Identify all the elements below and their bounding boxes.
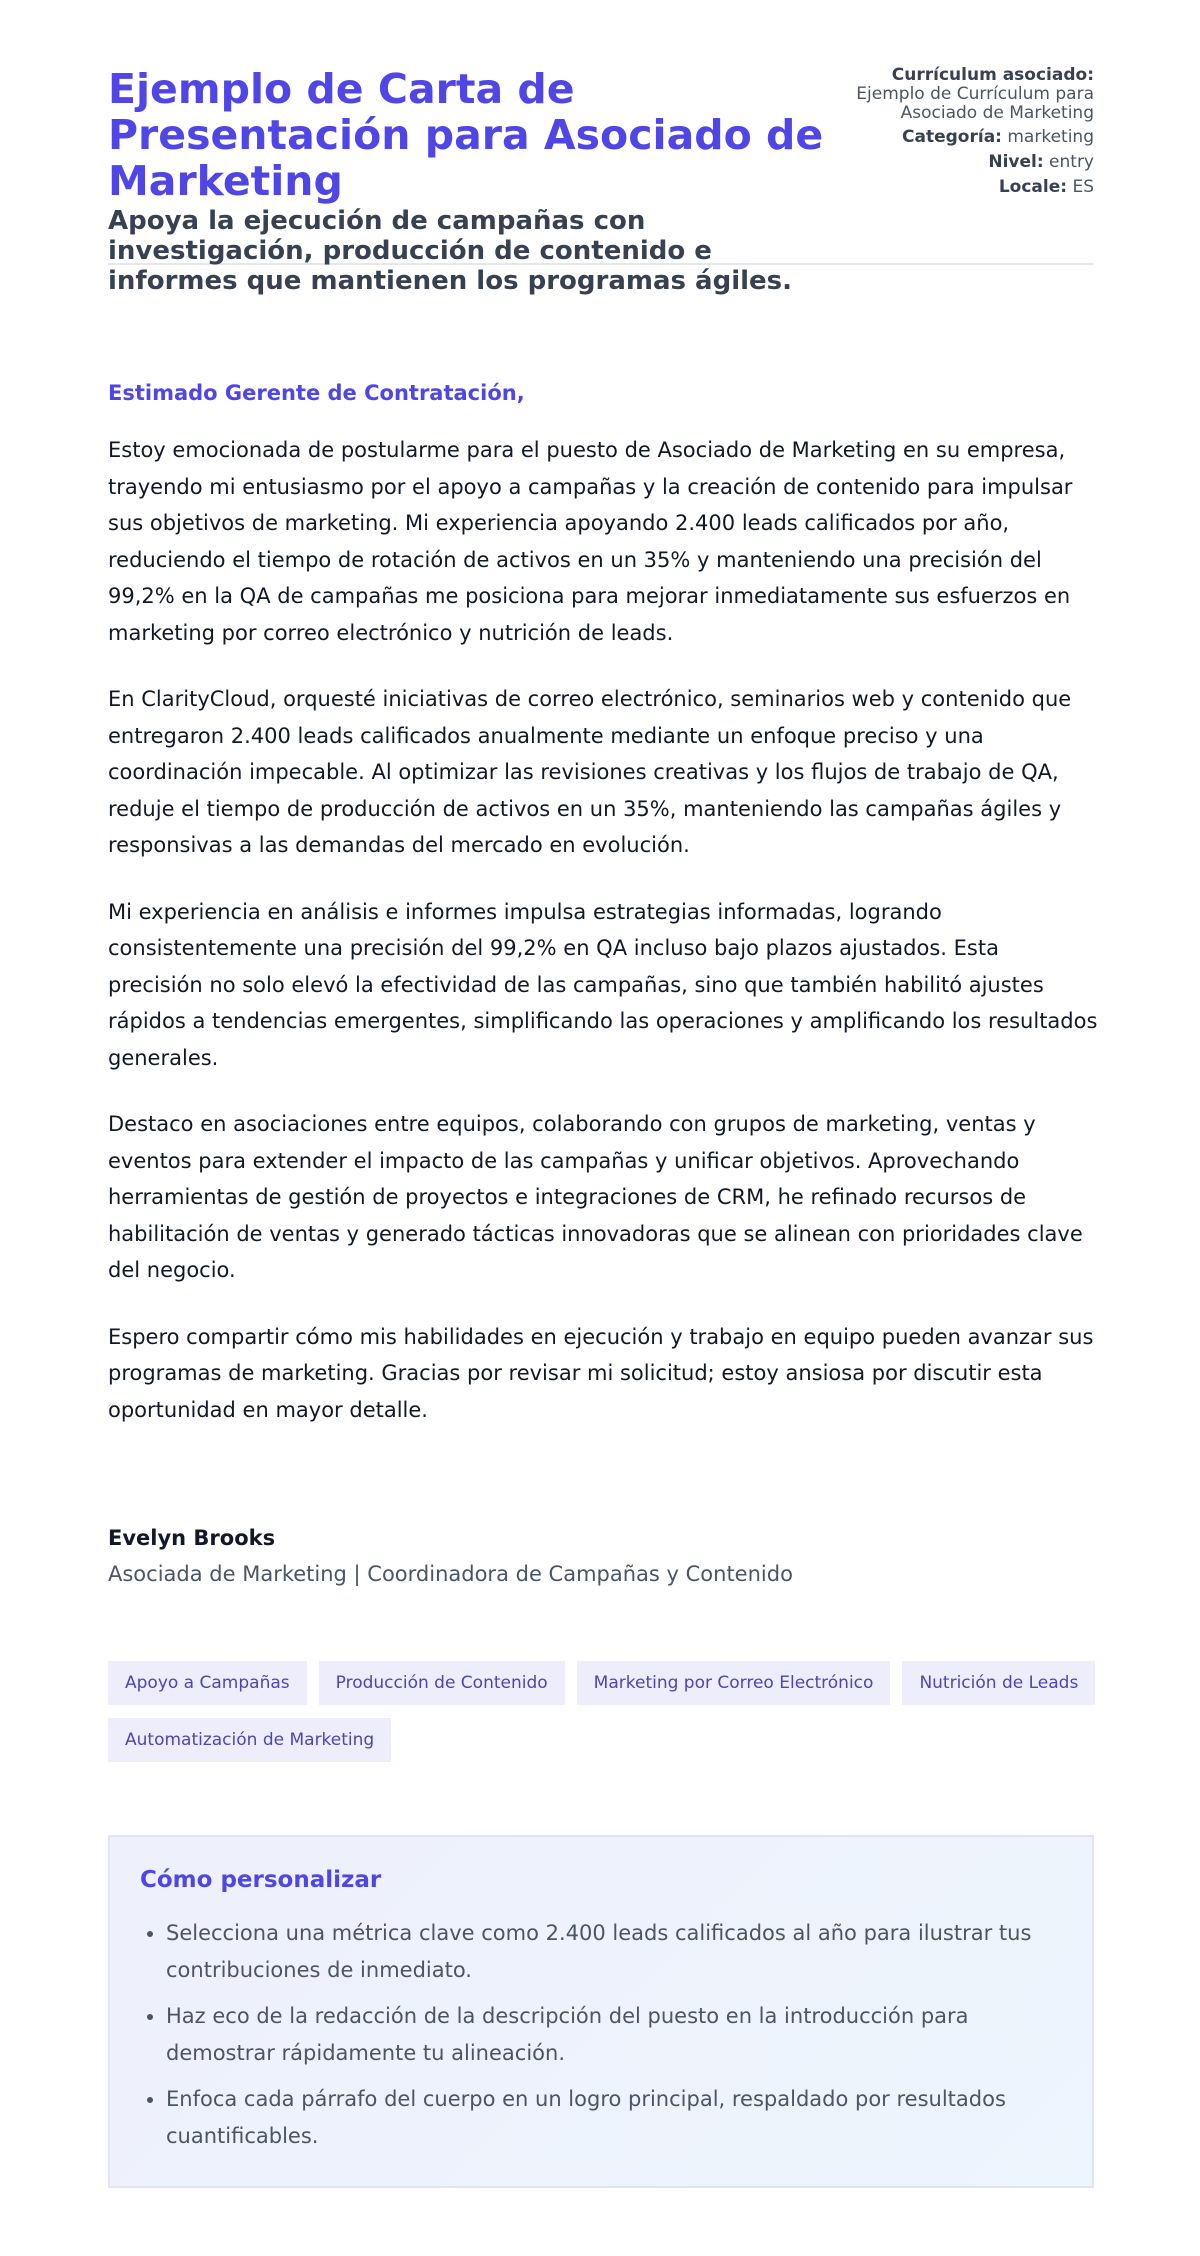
signature-name: Evelyn Brooks — [108, 1526, 276, 1550]
letter-body — [108, 432, 1098, 1458]
meta-locale — [824, 178, 1094, 197]
meta-resume-value: Ejemplo de Currículum para Asociado de Marketing — [856, 84, 1094, 123]
meta-level-label: Nivel: — [988, 152, 1044, 172]
letter-paragraph: Estoy emocionada de postularme para el puesto de Asociado de Marketing en su empresa, trayendo mi entusiasmo por el apoyo a campañas y la creación de contenido para impulsar sus objetivos de marketing. Mi experiencia apoyando 2.400 leads calificados por año, reduciendo el tiempo de rotación de activos en un 35% y manteniendo una precisión del 99,2% en la QA de campañas me posiciona para mejorar inmediatamente sus esfuerzos en marketing por correo electrónico y nutrición de leads. — [108, 438, 1073, 645]
cover-letter-page — [108, 0, 1098, 2148]
meta-locale-value: ES — [1072, 177, 1094, 197]
meta-panel — [824, 66, 1094, 203]
page-title: Ejemplo de Carta de Presentación para Asociado de Marketing — [108, 65, 824, 205]
letter-paragraph: Mi experiencia en análisis e informes impulsa estrategias informadas, logrando consistentemente una precisión del 99,2% en QA incluso bajo plazos ajustados. Esta precisión no solo elevó la efectividad de las campañas, sino que también habilitó ajustes rápidos a tendencias emergentes, simplificando las operaciones y amplificando los resultados generales. — [108, 899, 1098, 1070]
meta-locale-label: Locale: — [998, 177, 1068, 197]
skill-tag: Marketing por Correo Electrónico — [577, 1661, 891, 1705]
skill-tag: Apoyo a Campañas — [108, 1661, 307, 1705]
skill-tag: Automatización de Marketing — [108, 1718, 391, 1762]
letter-paragraph: Espero compartir cómo mis habilidades en ejecución y trabajo en equipo pueden avanzar sus programas de marketing. Gracias por revisar mi solicitud; estoy ansiosa por discutir esta oportunidad en mayor detalle. — [108, 1324, 1094, 1422]
page-header — [108, 0, 1094, 296]
tips-list — [140, 1915, 1064, 2155]
skill-tags — [108, 1661, 1108, 1762]
signature-block — [108, 1526, 793, 1586]
tip-item: • Selecciona una métrica clave como 2.400 leads calificados al año para ilustrar tus contribuciones de inmediato. — [166, 1915, 1064, 1989]
meta-resume — [824, 66, 1094, 123]
tips-heading: Cómo personalizar — [140, 1867, 382, 1893]
meta-resume-label: Currículum asociado: — [891, 65, 1094, 85]
meta-category-label: Categoría: — [902, 127, 1002, 147]
letter-greeting: Estimado Gerente de Contratación, — [108, 381, 525, 405]
letter-paragraph: Destaco en asociaciones entre equipos, colaborando con grupos de marketing, ventas y eventos para extender el impacto de las campañas y unificar objetivos. Aprovechando herramientas de gestión de proyectos e integraciones de CRM, he refinado recursos de habilitación de ventas y generado tácticas innovadoras que se alinean con prioridades clave del negocio. — [108, 1112, 1083, 1282]
page-subtitle: Apoya la ejecución de campañas con investigación, producción de contenido e informes que mantienen los programas ágiles. — [108, 206, 793, 296]
skill-tag: Nutrición de Leads — [902, 1661, 1095, 1705]
skill-tag: Producción de Contenido — [319, 1661, 565, 1705]
tip-item: • Enfoca cada párrafo del cuerpo en un logro principal, respaldado por resultados cuantificables. — [166, 2081, 1064, 2155]
customization-tips — [108, 1835, 1094, 2188]
letter-paragraph: En ClarityCloud, orquesté iniciativas de correo electrónico, seminarios web y contenido que entregaron 2.400 leads calificados anualmente mediante un enfoque preciso y una coordinación impecable. Al optimizar las revisiones creativas y los flujos de trabajo de QA, reduje el tiempo de producción de activos en un 35%, manteniendo las campañas ágiles y responsivas a las demandas del mercado en evolución. — [108, 687, 1072, 857]
meta-category-value: marketing — [1007, 127, 1094, 147]
signature-title: Asociada de Marketing | Coordinadora de Campañas y Contenido — [108, 1562, 793, 1586]
meta-level — [824, 153, 1094, 172]
meta-category — [824, 128, 1094, 147]
meta-level-value: entry — [1049, 152, 1094, 172]
tip-item: • Haz eco de la redacción de la descripción del puesto en la introducción para demostrar rápidamente tu alineación. — [166, 1998, 1064, 2072]
